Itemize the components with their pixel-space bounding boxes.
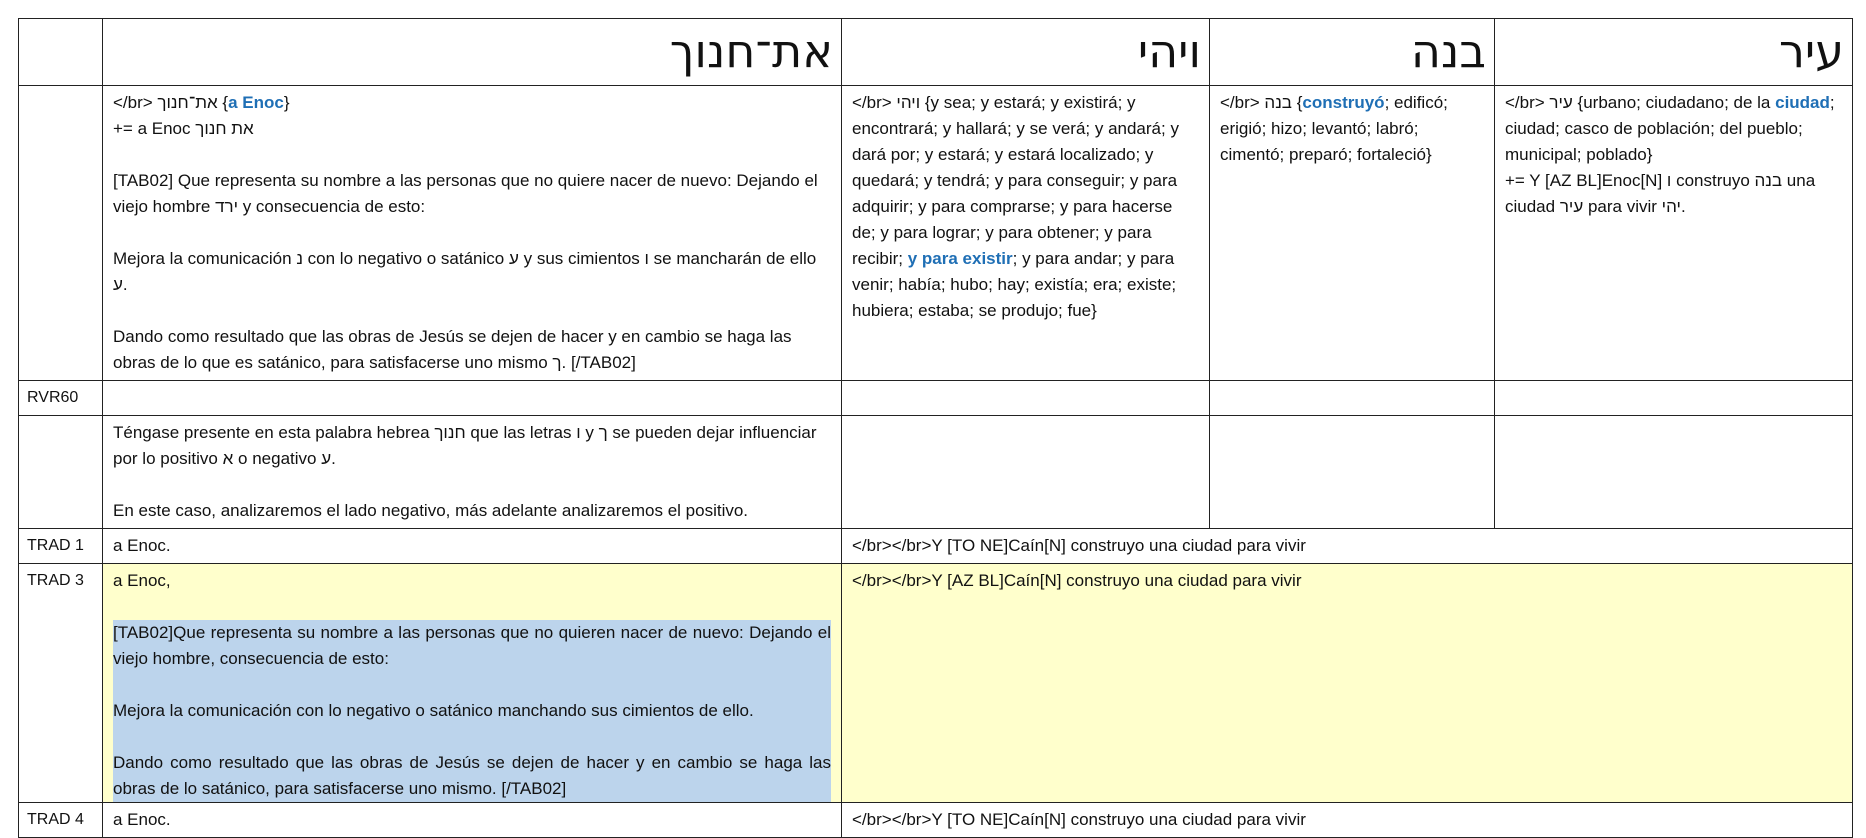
trad3-translation: </br></br>Y [AZ BL]Caín[N] construyo una ciudad para vivir: [842, 564, 1853, 803]
trad1-row: [19, 529, 1853, 564]
definition-term: a Enoc: [228, 93, 284, 112]
note-empty-cell: [1495, 416, 1853, 529]
header-row: [19, 19, 1853, 86]
definition-cell-et-chanoch: [103, 86, 842, 381]
row-label-trad1: TRAD 1: [19, 529, 103, 564]
header-cell-label: [19, 19, 103, 86]
trad3-row: [19, 564, 1853, 803]
definitions-label-cell: [19, 86, 103, 381]
definitions-row: [19, 86, 1853, 381]
trad3-highlighted-block: [113, 620, 831, 802]
trad1-translation: </br></br>Y [TO NE]Caín[N] construyo una ciudad para vivir: [842, 529, 1853, 564]
row-label-trad4: TRAD 4: [19, 803, 103, 838]
header-hebrew-ir: עיר: [1495, 19, 1853, 86]
definition-term: y para existir: [907, 249, 1013, 268]
trad3-paragraph-3: Dando como resultado que las obras de Jesús se dejen de hacer y en cambio se haga las obras de lo satánico, para satisfacerse uno mismo. [/TAB02]: [113, 753, 831, 798]
note-paragraph-1: Téngase presente en esta palabra hebrea חנוך que las letras ו y ך se pueden dejar influenciar por lo positivo א o negativo ע.: [113, 423, 817, 468]
definition-cell-vayehi: </br> ויהי {y sea; y estará; y existirá; y encontrará; y hallará; y se verá; y andará; y dará por; y estará; y estará localizado; y quedará; y tendrá; y para conseguir; y para adquirir; y para comprarse; y para hacerse de; y para lograr; y para obtener; y para recibir; y para existir; y para andar; y para venir; había; hubo; hay; existía; era; existe; hubiera; estaba; se produjo; fue}: [842, 86, 1210, 381]
trad3-paragraph-1: [TAB02]Que representa su nombre a las personas que no quieren nacer de nuevo: Dejando el viejo hombre, consecuencia de esto:: [113, 623, 831, 668]
trad4-row: [19, 803, 1853, 838]
rvr60-cell: [842, 381, 1210, 416]
row-label-rvr60: RVR60: [19, 381, 103, 416]
header-hebrew-banah: בנה: [1210, 19, 1495, 86]
definition-line-1: </br> את־חנוך {a Enoc}: [113, 93, 290, 112]
definition-term: construyó: [1302, 93, 1385, 112]
definition-paragraph-3: Dando como resultado que las obras de Jesús se dejen de hacer y en cambio se haga las obras de lo que es satánico, para satisfacerse uno mismo ך. [/TAB02]: [113, 327, 792, 372]
interlinear-table-wrapper: [18, 18, 1853, 838]
note-label-cell: [19, 416, 103, 529]
row-label-trad3: TRAD 3: [19, 564, 103, 803]
rvr60-cell: [103, 381, 842, 416]
note-paragraph-2: En este caso, analizaremos el lado negativo, más adelante analizaremos el positivo.: [113, 501, 749, 520]
rvr60-cell: [1210, 381, 1495, 416]
definition-term: ciudad: [1775, 93, 1830, 112]
trad3-paragraph-2: Mejora la comunicación con lo negativo o satánico manchando sus cimientos de ello.: [113, 701, 754, 720]
trad4-cell: a Enoc.: [103, 803, 842, 838]
rvr60-cell: [1495, 381, 1853, 416]
definition-paragraph-2: Mejora la comunicación נ con lo negativo o satánico ע y sus cimientos ו se mancharán de ello ע.: [113, 249, 817, 294]
definition-line-2: += a Enoc את חנוך: [113, 119, 254, 138]
definition-line-2: += Y [AZ BL]Enoc[N] ו construyo בנה una ciudad עיר para vivir יהי.: [1505, 171, 1816, 216]
definition-paragraph-1: [TAB02] Que representa su nombre a las personas que no quiere nacer de nuevo: Dejando el viejo hombre ירד y consecuencia de esto:: [113, 171, 818, 216]
trad1-cell: a Enoc.: [103, 529, 842, 564]
note-empty-cell: [1210, 416, 1495, 529]
rvr60-row: [19, 381, 1853, 416]
definition-cell-banah: </br> בנה {construyó; edificó; erigió; hizo; levantó; labró; cimentó; preparó; fortaleció}: [1210, 86, 1495, 381]
interlinear-table: [18, 18, 1853, 838]
trad3-cell: [103, 564, 842, 803]
header-hebrew-vayehi: ויהי: [842, 19, 1210, 86]
trad4-translation: </br></br>Y [TO NE]Caín[N] construyo una ciudad para vivir: [842, 803, 1853, 838]
note-row: [19, 416, 1853, 529]
header-hebrew-et-chanoch: את־חנוך: [103, 19, 842, 86]
note-empty-cell: [842, 416, 1210, 529]
definition-cell-ir: </br> עיר {urbano; ciudadano; de la ciudad; ciudad; casco de población; del pueblo; municipal; poblado} += Y [AZ BL]Enoc[N] ו construyo בנה una ciudad עיר para vivir יהי.: [1495, 86, 1853, 381]
trad3-line-1: a Enoc,: [113, 571, 171, 590]
note-cell: [103, 416, 842, 529]
